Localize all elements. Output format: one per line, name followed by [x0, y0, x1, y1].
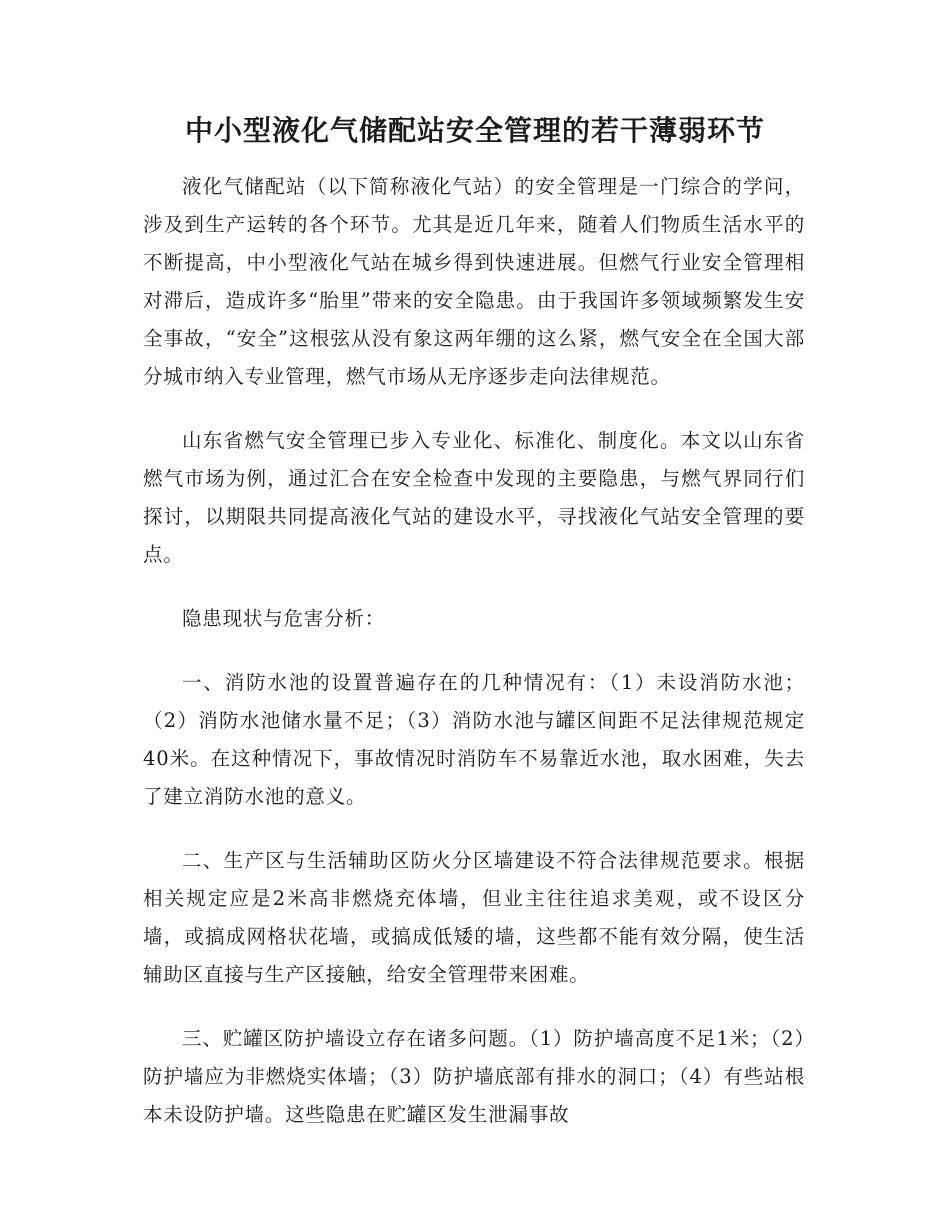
- paragraph-item-1: 一、消防水池的设置普遍存在的几种情况有：（1）未设消防水池；（2）消防水池储水量不足；（3）消防水池与罐区间距不足法律规范规定40米。在这种情况下，事故情况时消防车不易靠近水池，取水困难，失去了建立消防水池的意义。: [143, 671, 805, 808]
- document-body: [143, 168, 805, 1134]
- paragraph-intro: 液化气储配站（以下简称液化气站）的安全管理是一门综合的学问，涉及到生产运转的各个环节。尤其是近几年来，随着人们物质生活水平的不断提高，中小型液化气站在城乡得到快速进展。但燃气行业安全管理相对滞后，造成许多“胎里”带来的安全隐患。由于我国许多领域频繁发生安全事故，“安全”这根弦从没有象这两年绷的这么紧，燃气安全在全国大部分城市纳入专业管理，燃气市场从无序逐步走向法律规范。: [143, 175, 805, 388]
- paragraph-hazard-heading: 隐患现状与危害分析：: [182, 607, 386, 630]
- paragraph-item-3: 三、贮罐区防护墙设立存在诸多问题。（1）防护墙高度不足1米；（2）防护墙应为非燃烧实体墙；（3）防护墙底部有排水的洞口；（4）有些站根本未设防护墙。这些隐患在贮罐区发生泄漏事故: [143, 1027, 805, 1126]
- document-title: 中小型液化气储配站安全管理的若干薄弱环节: [184, 114, 765, 147]
- paragraph-shandong: 山东省燃气安全管理已步入专业化、标准化、制度化。本文以山东省燃气市场为例，通过汇合在安全检查中发现的主要隐患，与燃气界同行们探讨，以期限共同提高液化气站的建设水平，寻找液化气站安全管理的要点。: [143, 429, 805, 566]
- paragraph-item-2: 二、生产区与生活辅助区防火分区墙建设不符合法律规范要求。根据相关规定应是2米高非燃烧充体墙，但业主往往追求美观，或不设区分墙，或搞成网格状花墙，或搞成低矮的墙，这些都不能有效分隔，使生活辅助区直接与生产区接触，给安全管理带来困难。: [143, 849, 805, 986]
